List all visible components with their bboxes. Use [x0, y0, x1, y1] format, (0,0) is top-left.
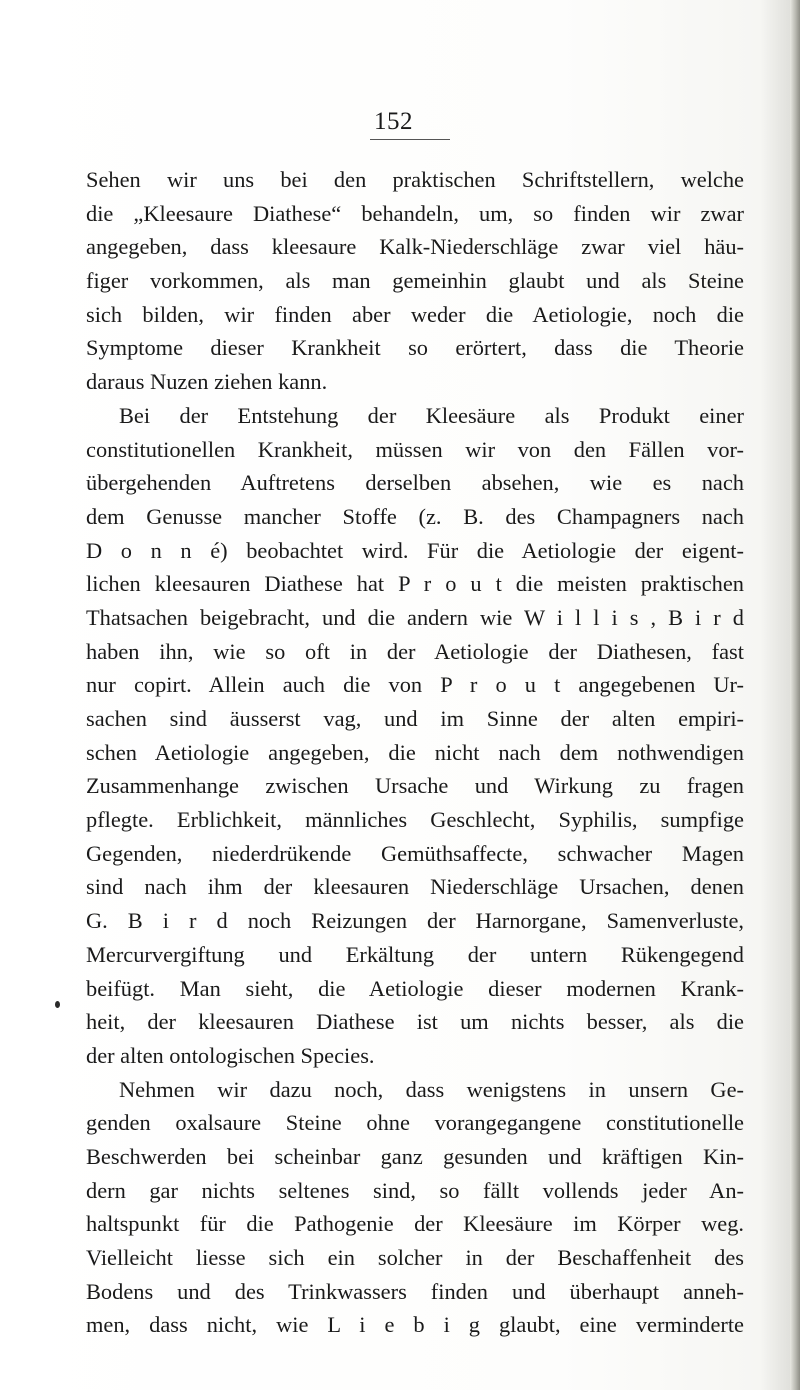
text-line: Gegenden, niederdrükende Gemüthsaffecte, schwacher Magen	[86, 840, 744, 866]
paragraph-start-line: Bei der Entstehung der Kleesäure als Produkt einer	[119, 402, 744, 428]
text-line: angegeben, dass kleesaure Kalk-Niederschläge zwar viel häu-	[86, 234, 744, 260]
text-line: Thatsachen beigebracht, und die andern wie W i l l i s , B i r d	[86, 604, 744, 630]
text-line: G. B i r d noch Reizungen der Harnorgane, Samenverluste,	[86, 908, 744, 934]
text-line: heit, der kleesauren Diathese ist um nichts besser, als die	[86, 1009, 744, 1035]
ink-spot	[55, 1001, 60, 1008]
text-line: figer vorkommen, als man gemeinhin glaubt und als Steine	[86, 268, 744, 294]
text-line: lichen kleesauren Diathese hat P r o u t die meisten praktischen	[86, 571, 744, 597]
text-line: die „Kleesaure Diathese“ behandeln, um, so finden wir zwar	[86, 200, 744, 226]
page-edge-shadow	[790, 0, 800, 1390]
text-line: nur copirt. Allein auch die von P r o u t angegebenen Ur-	[86, 672, 744, 698]
text-line: haltspunkt für die Pathogenie der Kleesäure im Körper weg.	[86, 1211, 744, 1237]
text-line: beifügt. Man sieht, die Aetiologie dieser modernen Krank-	[86, 975, 744, 1001]
text-line: Beschwerden bei scheinbar ganz gesunden und kräftigen Kin-	[86, 1143, 744, 1169]
text-line: sich bilden, wir finden aber weder die Aetiologie, noch die	[86, 301, 744, 327]
text-line: D o n n é) beobachtet wird. Für die Aetiologie der eigent-	[86, 537, 744, 563]
text-line: daraus Nuzen ziehen kann.	[86, 369, 328, 395]
text-line: haben ihn, wie so oft in der Aetiologie der Diathesen, fast	[86, 638, 744, 664]
text-line: pflegte. Erblichkeit, männliches Geschlecht, Syphilis, sumpfige	[86, 807, 744, 833]
text-line: sachen sind äusserst vag, und im Sinne der alten empiri-	[86, 706, 744, 731]
text-line: schen Aetiologie angegeben, die nicht nach dem nothwendigen	[86, 739, 744, 765]
text-line: dern gar nichts seltenes sind, so fällt vollends jeder An-	[86, 1177, 744, 1203]
text-line: Mercurvergiftung und Erkältung der untern Rükengegend	[86, 941, 744, 967]
page-number-rule	[370, 139, 450, 140]
text-line: der alten ontologischen Species.	[86, 1042, 375, 1068]
text-line: Zusammenhange zwischen Ursache und Wirkung zu fragen	[86, 773, 744, 799]
text-line: sind nach ihm der kleesauren Niederschläge Ursachen, denen	[86, 874, 744, 900]
text-line: constitutionellen Krankheit, müssen wir von den Fällen vor-	[86, 436, 744, 462]
text-line: übergehenden Auftretens derselben absehen, wie es nach	[86, 470, 744, 496]
text-line: Vielleicht liesse sich ein solcher in der Beschaffenheit des	[86, 1245, 744, 1270]
text-line: men, dass nicht, wie L i e b i g glaubt, eine verminderte	[86, 1312, 744, 1338]
page-number: 152	[374, 108, 413, 135]
body-text	[86, 163, 744, 1342]
text-line: Sehen wir uns bei den praktischen Schriftstellern, welche	[86, 167, 744, 192]
text-line: Bodens und des Trinkwassers finden und überhaupt anneh-	[86, 1278, 744, 1304]
text-line: dem Genusse mancher Stoffe (z. B. des Champagners nach	[86, 503, 744, 529]
text-line: Symptome dieser Krankheit so erörtert, dass die Theorie	[86, 335, 744, 361]
text-line: genden oxalsaure Steine ohne vorangegangene constitutionelle	[86, 1110, 744, 1136]
paragraph-start-line: Nehmen wir dazu noch, dass wenigstens in unsern Ge-	[119, 1076, 744, 1102]
